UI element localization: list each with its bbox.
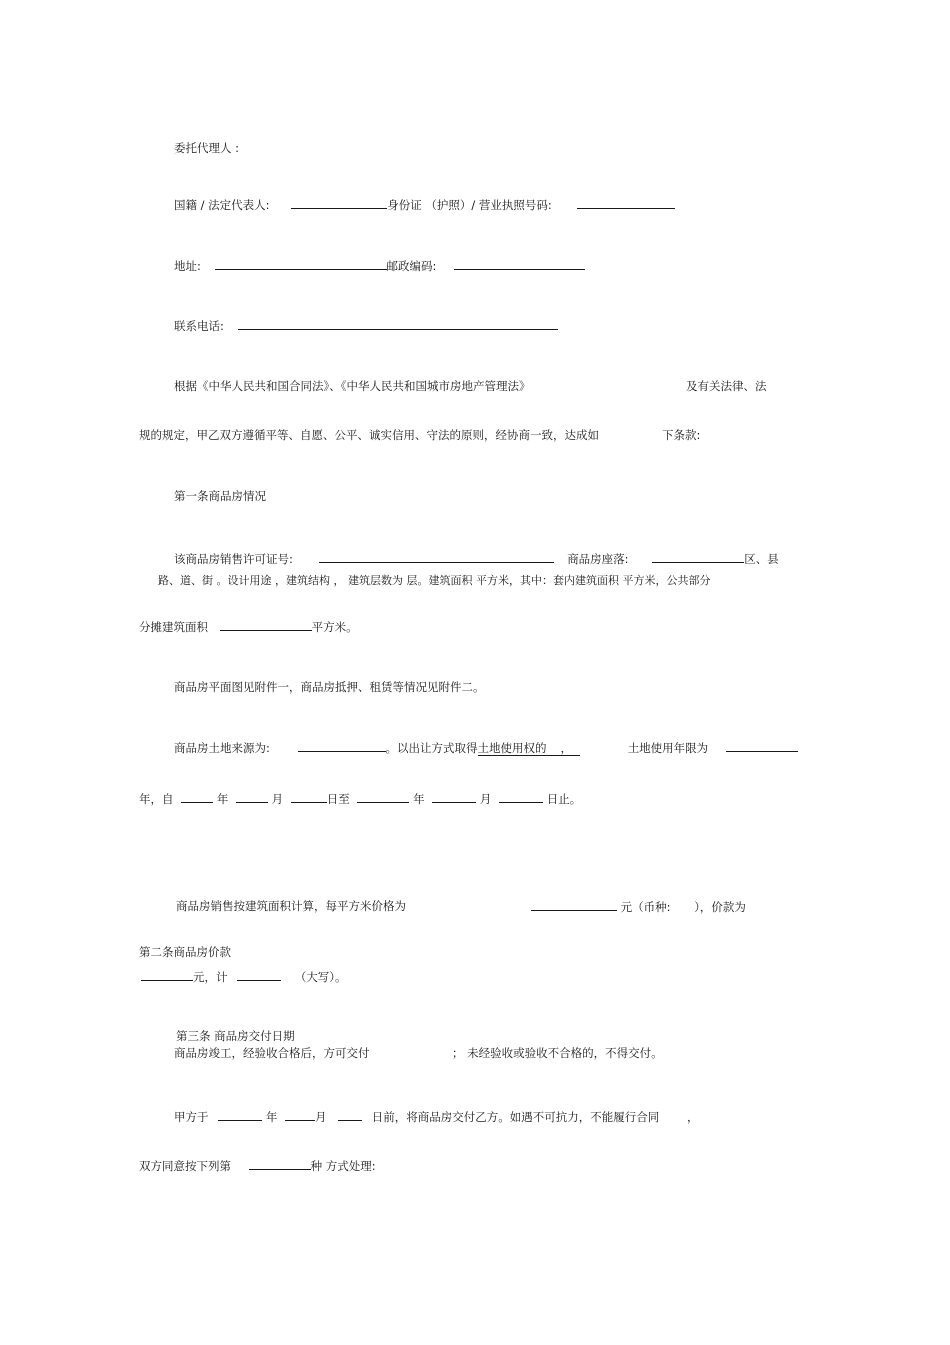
- phone-row: [174, 318, 558, 333]
- land-row: [174, 740, 798, 755]
- phone-blank[interactable]: [238, 318, 558, 330]
- term-m-label: 月: [271, 792, 284, 806]
- delivery-month-label: 月: [314, 1110, 327, 1124]
- delivery-year-blank[interactable]: [218, 1109, 262, 1121]
- term-year-label: 年，自: [139, 792, 174, 806]
- delivery-year-label: 年: [265, 1110, 278, 1124]
- preamble-line2b: 下条款:: [662, 428, 701, 442]
- land-term-label: 土地使用年限为: [627, 741, 709, 755]
- postcode-label: 邮政编码:: [386, 259, 437, 273]
- land-method: 。以出让方式取得: [385, 741, 478, 755]
- permit-row: [174, 551, 779, 566]
- method-blank[interactable]: [249, 1158, 311, 1170]
- term-to-label: 日至: [326, 792, 350, 806]
- term-m2-label: 月: [479, 792, 492, 806]
- term-start-month-blank[interactable]: [236, 791, 268, 803]
- total-row: [141, 969, 347, 984]
- delivery-date-row: [174, 1109, 698, 1124]
- plan-line: 商品房平面图见附件一，商品房抵押、租赁等情况见附件二。: [174, 680, 485, 694]
- term-end-label: 日止。: [546, 792, 582, 806]
- shared-area-label: 分摊建筑面积: [139, 620, 208, 634]
- price-total-label: ），价款为: [694, 900, 746, 914]
- id-label: 身份证 （护照）/ 营业执照号码:: [387, 198, 552, 212]
- method-prefix: 双方同意按下列第: [139, 1159, 231, 1173]
- article3-title: 第三条 商品房交付日期: [176, 1029, 295, 1043]
- unit-price-blank[interactable]: [531, 899, 617, 911]
- term-end-day-blank[interactable]: [499, 791, 543, 803]
- postcode-blank[interactable]: [454, 258, 585, 270]
- shared-area-row: [139, 619, 358, 634]
- land-right: 土地使用权的: [477, 741, 547, 755]
- method-row: [139, 1158, 376, 1173]
- term-start-year-blank[interactable]: [181, 791, 213, 803]
- article2-title: 第二条商品房价款: [139, 945, 231, 959]
- address-blank[interactable]: [215, 258, 387, 270]
- district-label: 区、县: [744, 552, 779, 566]
- term-row: [139, 791, 581, 806]
- preamble-line1a: 根据《中华人民共和国合同法》、《中华人民共和国城市房地产管理法》: [174, 379, 531, 393]
- shared-area-unit: 平方米。: [311, 620, 358, 634]
- land-label: 商品房土地来源为:: [174, 741, 270, 755]
- phone-label: 联系电话:: [174, 319, 224, 333]
- nationality-label: 国籍 / 法定代表人:: [174, 198, 270, 212]
- preamble-line1b: 及有关法律、法: [686, 379, 767, 393]
- term-y2-label: 年: [413, 792, 425, 806]
- delivery-day-blank[interactable]: [338, 1109, 362, 1121]
- term-end-year-blank[interactable]: [357, 791, 409, 803]
- property-details: 路、道、街 。设计用途 ，建筑结构 ， 建筑层数为 层。建筑面积 平方米，其中：套内建筑面积 平方米，公共部分: [158, 574, 711, 587]
- currency-label: 元（币种:: [620, 900, 671, 914]
- land-source-blank[interactable]: [298, 740, 386, 752]
- total-words-label: （大写）。: [294, 970, 347, 984]
- delivery-cond-a: 商品房竣工，经验收合格后，方可交付: [174, 1046, 370, 1060]
- land-comma: ，: [547, 741, 581, 756]
- shared-area-blank[interactable]: [220, 619, 312, 631]
- nationality-row: [174, 197, 675, 212]
- delivery-month-blank[interactable]: [285, 1109, 315, 1121]
- delivery-cond-b: ； 未经验收或验收不合格的，不得交付。: [452, 1046, 663, 1060]
- term-end-month-blank[interactable]: [432, 791, 476, 803]
- method-suffix: 种 方式处理:: [310, 1159, 376, 1173]
- location-blank[interactable]: [652, 551, 744, 563]
- total-unit: 元，计: [193, 970, 228, 984]
- total-amount-blank[interactable]: [141, 969, 193, 981]
- location-label: 商品房座落:: [567, 552, 629, 566]
- term-start-day-blank[interactable]: [291, 791, 327, 803]
- term-y-label: 年: [216, 792, 229, 806]
- address-row: [174, 258, 585, 273]
- agent-title: 委托代理人 :: [174, 141, 240, 155]
- article1-title: 第一条商品房情况: [174, 489, 266, 503]
- land-term-blank[interactable]: [726, 740, 798, 752]
- price-label: 商品房销售按建筑面积计算，每平方米价格为: [176, 899, 406, 913]
- nationality-blank[interactable]: [291, 197, 387, 209]
- price-row: [531, 899, 746, 914]
- permit-blank[interactable]: [319, 551, 554, 563]
- total-words-blank[interactable]: [237, 969, 281, 981]
- permit-label: 该商品房销售许可证号:: [174, 552, 293, 566]
- delivery-prefix: 甲方于: [174, 1110, 209, 1124]
- preamble-line2a: 规的规定，甲乙双方遵循平等、自愿、公平、诚实信用、守法的原则，经协商一致，达成如: [139, 428, 599, 442]
- delivery-body: 日前，将商品房交付乙方。如遇不可抗力，不能履行合同: [371, 1110, 660, 1124]
- id-blank[interactable]: [577, 197, 675, 209]
- address-label: 地址:: [174, 259, 201, 273]
- delivery-comma: ，: [686, 1110, 699, 1124]
